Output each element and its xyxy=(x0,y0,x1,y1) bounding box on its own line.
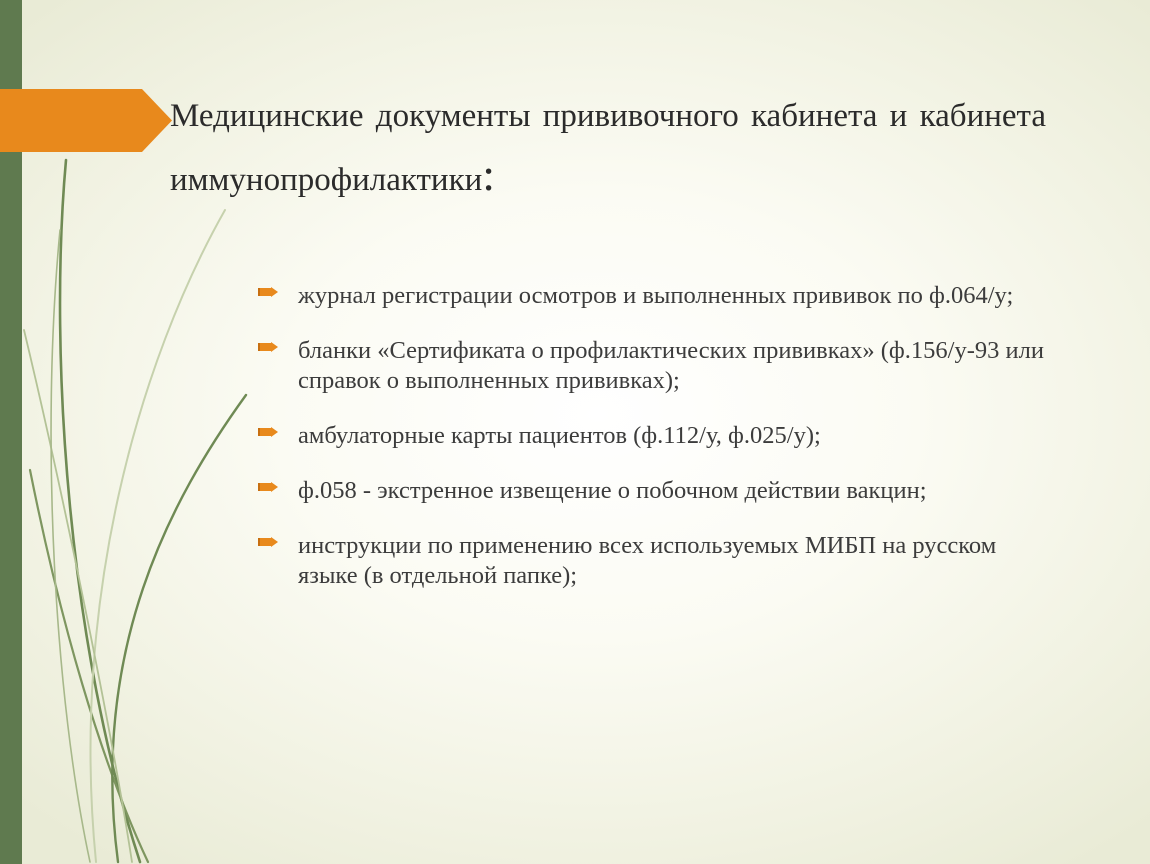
slide-title xyxy=(170,84,1070,212)
list-item-text: бланки «Сертификата о профилактических прививках» (ф.156/у-93 или справок о выполненных прививках); xyxy=(298,337,1044,394)
list-item-text: инструкции по применению всех используемых МИБП на русском языке (в отдельной папке); xyxy=(298,532,997,589)
list-item xyxy=(258,336,1058,396)
list-item xyxy=(258,531,1058,591)
list-item xyxy=(258,421,1058,451)
list-item xyxy=(258,281,1058,311)
pencil-arrow-icon xyxy=(258,481,278,493)
title-colon: : xyxy=(482,149,496,200)
list-item-text: журнал регистрации осмотров и выполненных прививок по ф.064/у; xyxy=(298,282,1014,309)
slide-title-text: Медицинские документы прививочного кабинета и кабинета иммунопрофилактики xyxy=(170,98,1047,198)
list-item-text: ф.058 - экстренное извещение о побочном действии вакцин; xyxy=(298,477,927,504)
pencil-arrow-icon xyxy=(258,426,278,438)
pencil-arrow-icon xyxy=(258,341,278,353)
list-item xyxy=(258,476,1058,506)
accent-arrow-shape xyxy=(0,89,175,152)
pencil-arrow-icon xyxy=(258,536,278,548)
list-item-text: амбулаторные карты пациентов (ф.112/у, ф.025/у); xyxy=(298,422,821,449)
pencil-arrow-icon xyxy=(258,286,278,298)
document-list xyxy=(258,281,1058,616)
